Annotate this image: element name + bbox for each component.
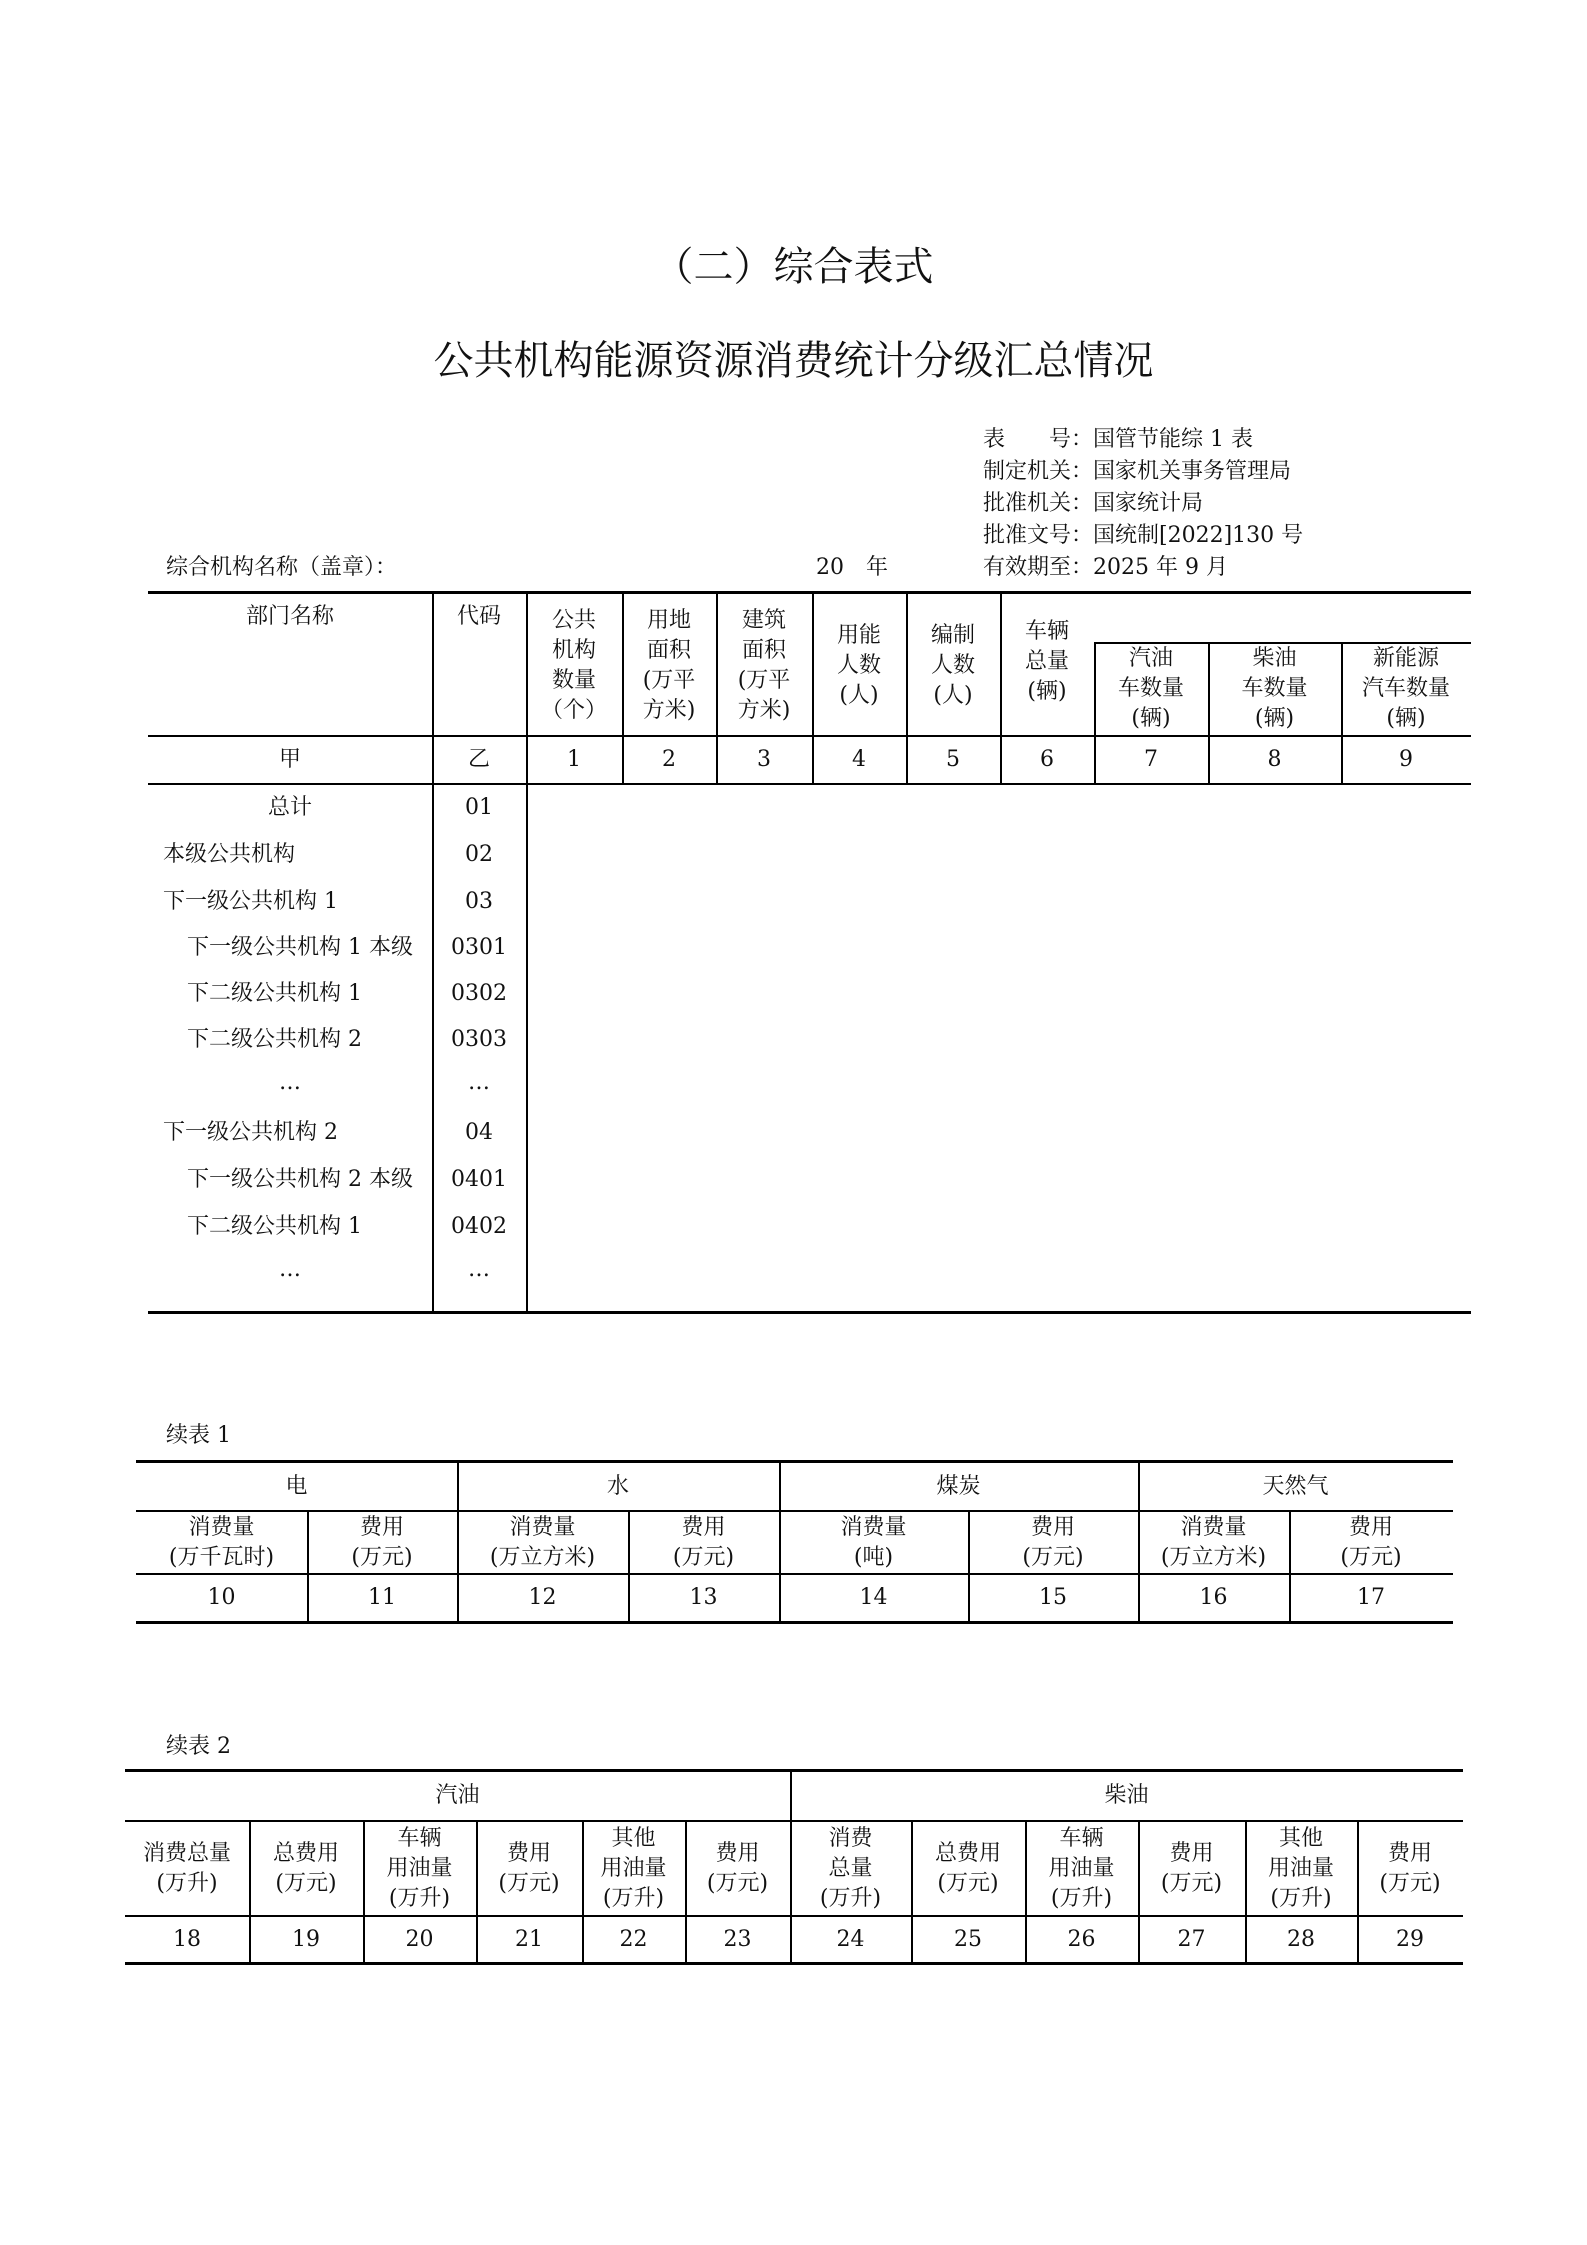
group-coal: 煤炭 [936, 1473, 981, 1499]
subheader-cell: 车辆 用油量 (万升) [386, 1825, 453, 1911]
row-name: 下一级公共机构 2 本级 [187, 1167, 413, 1192]
group-electricity: 电 [285, 1473, 308, 1499]
header-nev-vehicles: 新能源 汽车数量 (辆) [1361, 646, 1450, 731]
table-rule [148, 1311, 1471, 1314]
subheader-cell: 费用 (万元) [351, 1514, 413, 1570]
index-cell: 21 [515, 1926, 543, 1952]
year-prefix: 20 [816, 555, 844, 580]
index-cell: 1 [567, 747, 581, 772]
index-cell: 20 [405, 1926, 434, 1952]
header-diesel-vehicles: 柴油 车数量 (辆) [1241, 646, 1308, 731]
meta-label: 批准机关： [983, 491, 1094, 516]
header-staff-quota: 编制 人数 (人) [930, 623, 975, 708]
header-energy-users: 用能 人数 (人) [836, 623, 881, 708]
index-cell: 9 [1399, 747, 1413, 772]
table-rule [148, 783, 1471, 785]
index-cell: 5 [946, 747, 960, 772]
row-name: 下一级公共机构 2 [163, 1120, 338, 1145]
row-name-ellipsis: … [279, 1257, 301, 1282]
section-heading: （二）综合表式 [653, 244, 934, 290]
index-cell: 18 [173, 1926, 201, 1952]
index-cell: 27 [1177, 1926, 1206, 1952]
meta-label: 批准文号： [983, 523, 1094, 548]
table1-caption: 续表 1 [166, 1423, 231, 1448]
row-name: 下一级公共机构 1 [163, 889, 338, 914]
meta-value: 国家机关事务管理局 [1093, 459, 1292, 484]
meta-value: 2025 年 9 月 [1093, 555, 1228, 580]
meta-label: 有效期至： [983, 555, 1094, 580]
header-dept-name: 部门名称 [245, 604, 334, 629]
index-cell: 15 [1039, 1585, 1067, 1610]
index-cell: 13 [689, 1585, 718, 1610]
meta-label: 表 号： [983, 427, 1094, 452]
header-gasoline-vehicles: 汽油 车数量 (辆) [1117, 646, 1184, 731]
index-cell: 17 [1357, 1585, 1385, 1610]
header-code: 代码 [456, 604, 501, 629]
index-cell: 6 [1040, 747, 1054, 772]
meta-approval-number [983, 522, 1303, 550]
row-code: 04 [465, 1120, 493, 1145]
index-cell: 8 [1267, 747, 1282, 772]
row-name: 下一级公共机构 1 本级 [187, 935, 413, 960]
row-name: 下二级公共机构 1 [187, 981, 362, 1006]
meta-value: 国管节能综 1 表 [1093, 427, 1253, 452]
subheader-cell: 总费用 (万元) [272, 1840, 339, 1896]
org-name-label: 综合机构名称（盖章）： [166, 555, 398, 580]
meta-value: 国家统计局 [1093, 491, 1204, 516]
index-cell: 26 [1067, 1926, 1096, 1952]
index-cell: 14 [859, 1585, 888, 1610]
index-cell: 4 [852, 747, 866, 772]
index-cell: 25 [954, 1926, 982, 1952]
index-cell: 甲 [278, 747, 301, 772]
index-cell: 22 [619, 1926, 648, 1952]
row-code: 0301 [451, 935, 507, 960]
group-gasoline: 汽油 [435, 1783, 480, 1808]
index-cell: 乙 [467, 747, 490, 772]
row-code-ellipsis: … [468, 1257, 490, 1282]
header-vehicle-total: 车辆 总量 (辆) [1024, 619, 1069, 704]
subheader-cell: 消费量 (万立方米) [1160, 1514, 1267, 1570]
subheader-cell: 总费用 (万元) [934, 1840, 1001, 1896]
year-suffix: 年 [866, 555, 889, 580]
meta-form-number [983, 426, 1253, 454]
meta-approving-authority [983, 490, 1203, 518]
meta-issuing-authority [983, 458, 1291, 486]
subheader-cell: 费用 (万元) [1022, 1514, 1084, 1570]
header-building-area: 建筑 面积 (万平 方米) [737, 608, 791, 723]
subheader-cell: 其他 用油量 (万升) [1267, 1825, 1334, 1911]
row-code: 0401 [451, 1167, 507, 1192]
index-cell: 7 [1144, 747, 1158, 772]
subheader-cell: 费用 (万元) [1160, 1840, 1223, 1896]
row-name-total: 总计 [267, 795, 312, 820]
index-cell: 24 [836, 1926, 865, 1952]
row-code: 02 [465, 842, 493, 867]
group-water: 水 [606, 1473, 629, 1499]
index-cell: 12 [528, 1585, 557, 1610]
row-name: 下二级公共机构 1 [187, 1214, 362, 1239]
row-code: 03 [465, 889, 493, 914]
group-diesel: 柴油 [1104, 1783, 1149, 1808]
index-cell: 29 [1396, 1926, 1424, 1952]
table-rule [125, 1962, 1463, 1965]
group-natural-gas: 天然气 [1262, 1473, 1329, 1499]
subheader-cell: 费用 (万元) [498, 1840, 560, 1896]
subheader-cell: 费用 (万元) [1379, 1840, 1441, 1896]
subheader-cell: 消费 总量 (万升) [819, 1825, 882, 1911]
meta-label: 制定机关： [983, 459, 1094, 484]
row-name-ellipsis: … [279, 1070, 301, 1095]
index-cell: 23 [723, 1926, 752, 1952]
row-code-ellipsis: … [468, 1070, 490, 1095]
row-code: 0402 [451, 1214, 507, 1239]
row-code: 01 [465, 795, 493, 820]
index-cell: 28 [1287, 1926, 1315, 1952]
row-name: 本级公共机构 [163, 842, 296, 867]
subheader-cell: 消费总量 (万升) [142, 1840, 231, 1896]
meta-valid-until [983, 554, 1228, 582]
header-land-area: 用地 面积 (万平 方米) [642, 608, 696, 723]
index-cell: 19 [292, 1926, 320, 1952]
subheader-cell: 消费量 (万立方米) [489, 1514, 596, 1570]
subheader-cell: 费用 (万元) [1340, 1514, 1402, 1570]
row-code: 0302 [451, 981, 507, 1006]
subheader-cell: 车辆 用油量 (万升) [1048, 1825, 1115, 1911]
row-code: 0303 [451, 1027, 507, 1052]
table-rule [136, 1621, 1453, 1624]
meta-value: 国统制[2022]130 号 [1093, 523, 1304, 548]
subheader-cell: 费用 (万元) [672, 1514, 735, 1570]
index-cell: 2 [662, 747, 676, 772]
table-rule [148, 591, 1471, 594]
page-title: 公共机构能源资源消费统计分级汇总情况 [433, 338, 1154, 384]
index-cell: 16 [1199, 1585, 1228, 1610]
subheader-cell: 消费量 (吨) [840, 1514, 907, 1570]
index-cell: 3 [757, 747, 771, 772]
subheader-cell: 其他 用油量 (万升) [600, 1825, 667, 1911]
index-cell: 10 [207, 1585, 236, 1610]
subheader-cell: 消费量 (万千瓦时) [168, 1514, 275, 1570]
table2-caption: 续表 2 [166, 1734, 231, 1759]
row-name: 下二级公共机构 2 [187, 1027, 362, 1052]
index-cell: 11 [368, 1585, 396, 1610]
header-institution-count: 公共 机构 数量 （个） [540, 608, 607, 723]
subheader-cell: 费用 (万元) [706, 1840, 769, 1896]
